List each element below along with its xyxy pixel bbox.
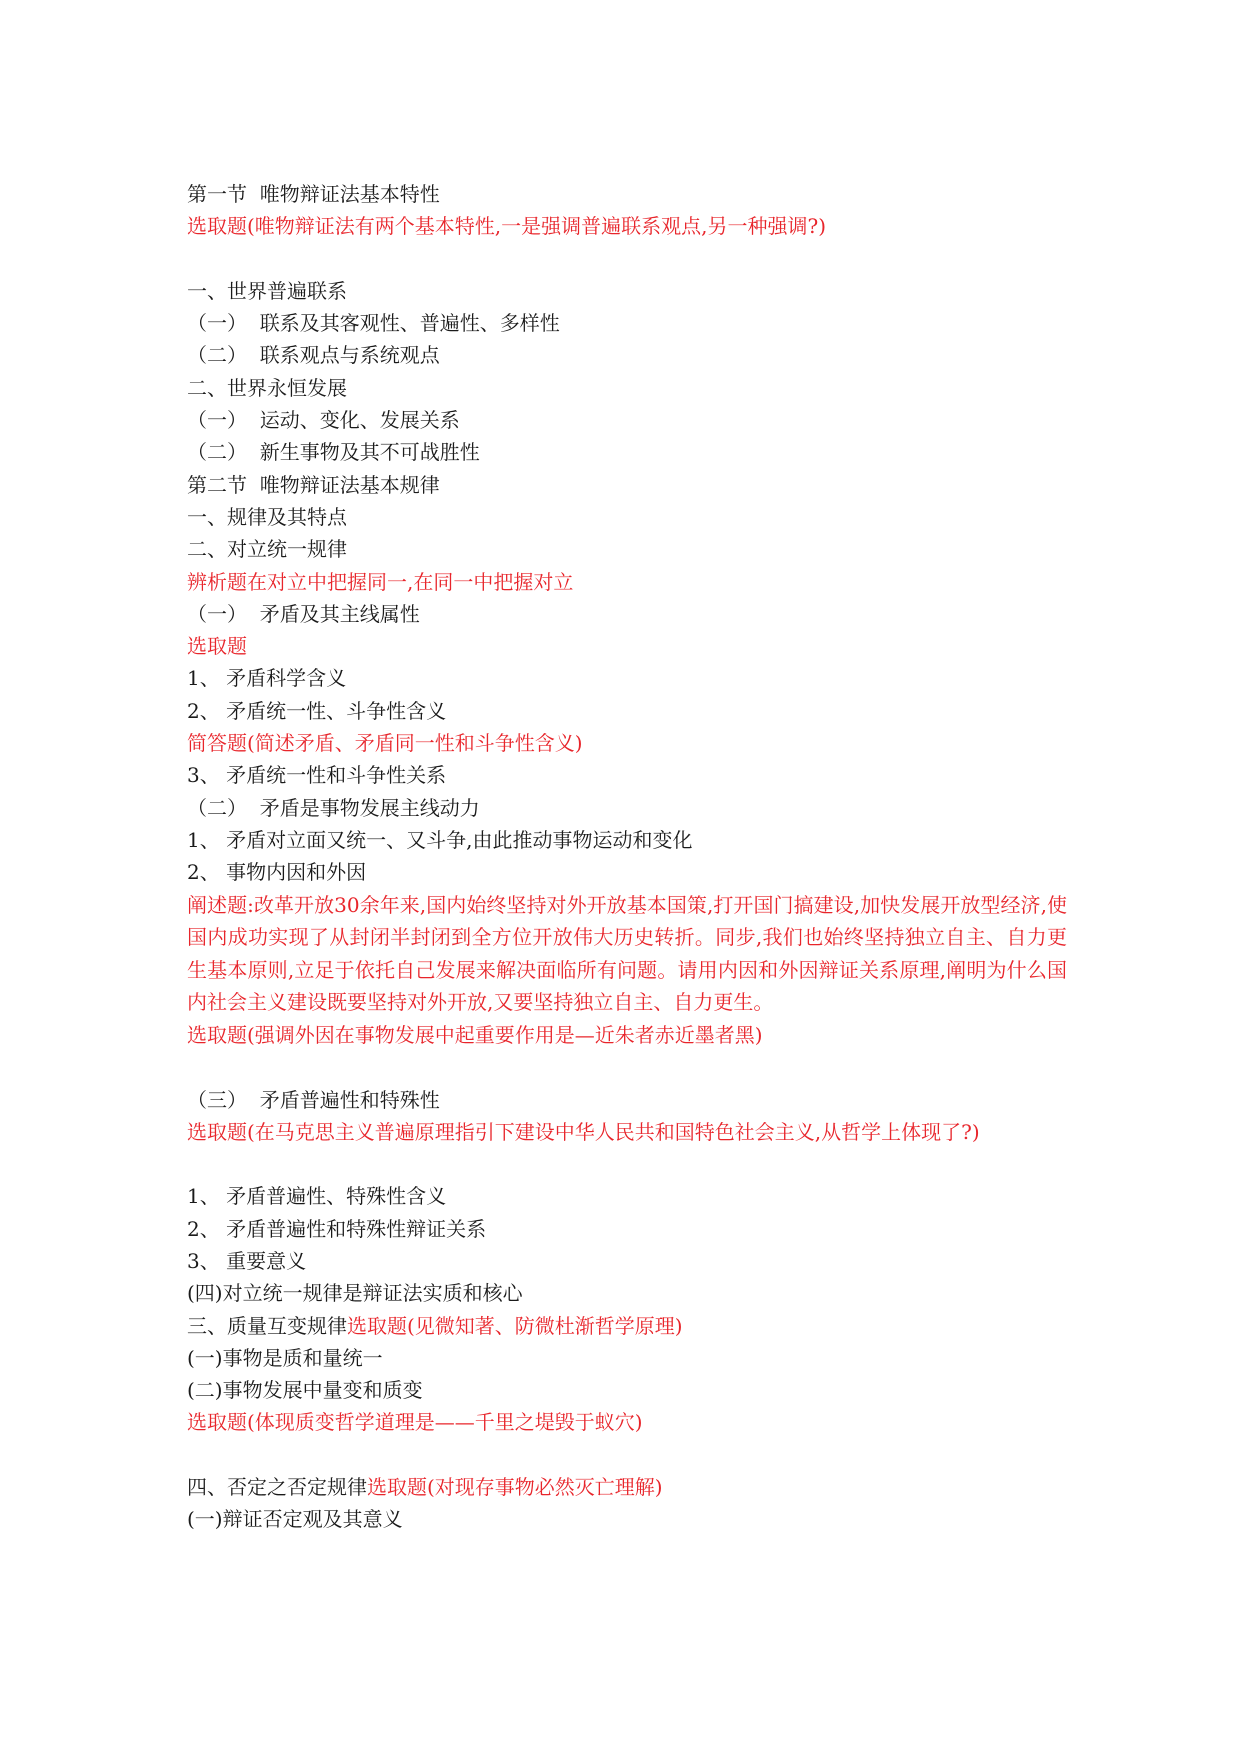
outline-item: 3、 矛盾统一性和斗争性关系 <box>187 763 447 788</box>
question-note: 选取题(对现存事物必然灭亡理解) <box>367 1475 663 1500</box>
outline-item: 1、 矛盾科学含义 <box>187 666 347 691</box>
outline-item: （二） 联系观点与系统观点 <box>187 343 440 368</box>
outline-item: 一、世界普遍联系 <box>187 278 347 303</box>
outline-item: (一)辩证否定观及其意义 <box>187 1507 403 1532</box>
outline-item: 2、 矛盾普遍性和特殊性辩证关系 <box>187 1216 487 1241</box>
outline-item: 二、对立统一规律 <box>187 537 347 562</box>
question-note: 辨析题在对立中把握同一,在同一中把握对立 <box>187 569 574 594</box>
question-note: 选取题(体现质变哲学道理是——千里之堤毁于蚁穴) <box>187 1410 643 1435</box>
question-note: 选取题(唯物辩证法有两个基本特性,一是强调普遍联系观点,另一种强调?) <box>187 214 827 239</box>
document-body <box>187 178 1067 1536</box>
question-note: 选取题(在马克思主义普遍原理指引下建设中华人民共和国特色社会主义,从哲学上体现了?) <box>187 1119 980 1144</box>
question-note: 选取题(强调外因在事物发展中起重要作用是—近朱者赤近墨者黑) <box>187 1022 763 1047</box>
outline-item: （二） 矛盾是事物发展主线动力 <box>187 795 480 820</box>
question-note: 简答题(简述矛盾、矛盾同一性和斗争性含义) <box>187 731 583 756</box>
outline-item: 2、 矛盾统一性、斗争性含义 <box>187 698 447 723</box>
outline-item-with-note <box>187 1471 1067 1503</box>
outline-item: 二、世界永恒发展 <box>187 375 347 400</box>
outline-item: 3、 重要意义 <box>187 1248 307 1273</box>
section-heading: 第一节 唯物辩证法基本特性 <box>187 182 440 206</box>
outline-item: 1、 矛盾对立面又统一、又斗争,由此推动事物运动和变化 <box>187 827 693 852</box>
outline-item-text: 四、否定之否定规律 <box>187 1475 367 1500</box>
blank-line <box>187 1148 1067 1180</box>
outline-item: 2、 事物内因和外因 <box>187 860 367 885</box>
blank-line <box>187 1051 1067 1083</box>
outline-item: 一、规律及其特点 <box>187 504 347 529</box>
blank-line <box>187 243 1067 275</box>
outline-item: （一） 联系及其客观性、普遍性、多样性 <box>187 311 560 336</box>
outline-item: (一)事物是质和量统一 <box>187 1345 383 1370</box>
blank-line <box>187 1439 1067 1471</box>
outline-item: （一） 运动、变化、发展关系 <box>187 408 460 433</box>
question-note: 选取题(见微知著、防微杜渐哲学原理) <box>347 1313 683 1338</box>
section-heading: 第二节 唯物辩证法基本规律 <box>187 472 440 497</box>
outline-item-text: 三、质量互变规律 <box>187 1313 347 1338</box>
outline-item: (二)事物发展中量变和质变 <box>187 1378 423 1403</box>
outline-item: （一） 矛盾及其主线属性 <box>187 601 420 626</box>
question-note: 选取题 <box>187 634 247 659</box>
outline-item: 1、 矛盾普遍性、特殊性含义 <box>187 1184 447 1209</box>
outline-item: (四)对立统一规律是辩证法实质和核心 <box>187 1281 523 1306</box>
outline-item-with-note <box>187 1310 1067 1342</box>
outline-item: （二） 新生事物及其不可战胜性 <box>187 440 480 465</box>
essay-question: 阐述题:改革开放30余年来,国内始终坚持对外开放基本国策,打开国门搞建设,加快发展开放型经济,使国内成功实现了从封闭半封闭到全方位开放伟大历史转折。同步,我们也始终坚持独立自主、自力更生基本原则,立足于依托自己发展来解决面临所有问题。请用内因和外因辩证关系原理,阐明为什么国内社会主义建设既要坚持对外开放,又要坚持独立自主、自力更生。 <box>187 892 1067 1015</box>
outline-item: （三） 矛盾普遍性和特殊性 <box>187 1087 440 1112</box>
